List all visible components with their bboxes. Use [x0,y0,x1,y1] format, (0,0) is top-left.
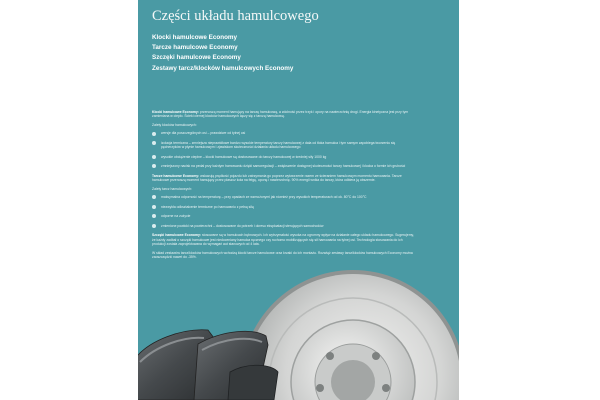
body-text [152,110,414,264]
product-item-sets: Zestawy tarcz/klocków hamulcowych Economy [152,64,294,72]
product-item-pads: Klocki hamulcowe Economy [152,34,238,41]
discs-lead-term: Tarcze hamulcowe Economy: [152,173,200,178]
page-title: Części układu hamulcowego [152,8,319,24]
discs-bullet-list [152,195,414,228]
shoes-lead-term: Szczęki hamulcowe Economy: [152,233,201,238]
list-item: zmienione powłoki na powierzchni – dostosowane do potrzeb i okresu eksploatacji sterujących samochodów [152,224,414,228]
pads-bullet-list [152,131,414,168]
discs-paragraph [152,174,414,182]
discs-subheading: Zalety tarcz hamulcowych: [152,186,192,191]
pads-subheading: Zalety klocków hamulcowych: [152,123,197,127]
brochure-panel [138,0,459,400]
product-item-shoes: Szczęki hamulcowe Economy [152,54,241,62]
product-item-discs: Tarcze hamulcowe Economy [152,44,238,52]
list-item: niezwykła odkształcenie termiczne po hamowaniu z pełną siłą [152,205,414,209]
list-item: maksymalna odporność na temperaturę – przy opadach ze wzmożonymi jak również przy wysokich temperaturach od ok. 80°C do 100°C [152,195,414,199]
list-item: zmniejszony nacisk na pedał przy każdym hamowaniu dzięki samoregulacji – zwiększenie dostępnej skuteczności tarczy hamulcowej i klocka o formie ich grubości [152,164,414,168]
pads-paragraph [152,110,414,118]
discs-lead-text: wskazują prędkość pojazdu lub zatrzymania go poprzez wytworzenie razem ze ścieraniem hamulcowym momentu hamowania. Tarcze hamulcowe przenoszą moment hamujący przez płaszcz koła na felgę, oponę i nawierzchnię. 90% energii wnika do tarczy, która odbiera ją obszernie. [152,173,402,182]
list-item: wersje dla poszczególnych osi – prawdziwe od tylnej osi [152,131,414,135]
shoes-paragraph [152,233,414,246]
product-list [152,33,452,74]
sets-paragraph: W skład zestawów tarcz/klocków hamulcowych wchodzą klocki tarcze hamulcowe oraz krzaki do ich montażu. Rozwiąż zestawy tarcz/klocków hamulcowych Economy można zaoszczędzić nawet do -35%. [152,250,413,259]
shoes-lead-text: stosowane są w hamulcach bębnowych. Ich wytrzymałość wysoka na ogromny wpływ na działanie całego układu hamulcowego. Sugerujemy, że każdy zadbał o szczęki hamulcowe jest niedoceniany hamulca ręcznego czy ruchomo mobilizujących się sił hamowania na tylnej osi. Technologia stosowania do ich produkcji została zaprojektowana do wymagań aut stanowych od 4 lata. [152,233,414,246]
list-item: odporne na zużycie [152,214,414,218]
pads-lead-text: przenoszą moment hamujący na tarczę hamulcową, a zdolność przez trzyk i opory na nawierzchnię drogi. Energia kinetyczna jest przy tym zamieniana w ciepło. Ścieki ciernej klocków hamulcowych łączy się z tarczą hamulcową. [152,110,409,119]
list-item: wysokie obciążenie cieplne – klocki hamulcowe są dostosowane do tarczy hamulcowej w średniej siły 1000 kg [152,155,414,159]
pads-lead-term: Klocki hamulcowe Economy: [152,110,199,114]
list-item: izolacja termiczna – zmniejsza nieprawidłowe bardzo wysokie temperatury tarczy hamulcowej z dala od tłoka hamulca i tym samym zapobiega tworzeniu się pęcherzyków w płynie hamulcowym i zjawiskom skuteczności działania układu hamulcowego [152,141,414,149]
brake-pads-icon [138,330,278,400]
